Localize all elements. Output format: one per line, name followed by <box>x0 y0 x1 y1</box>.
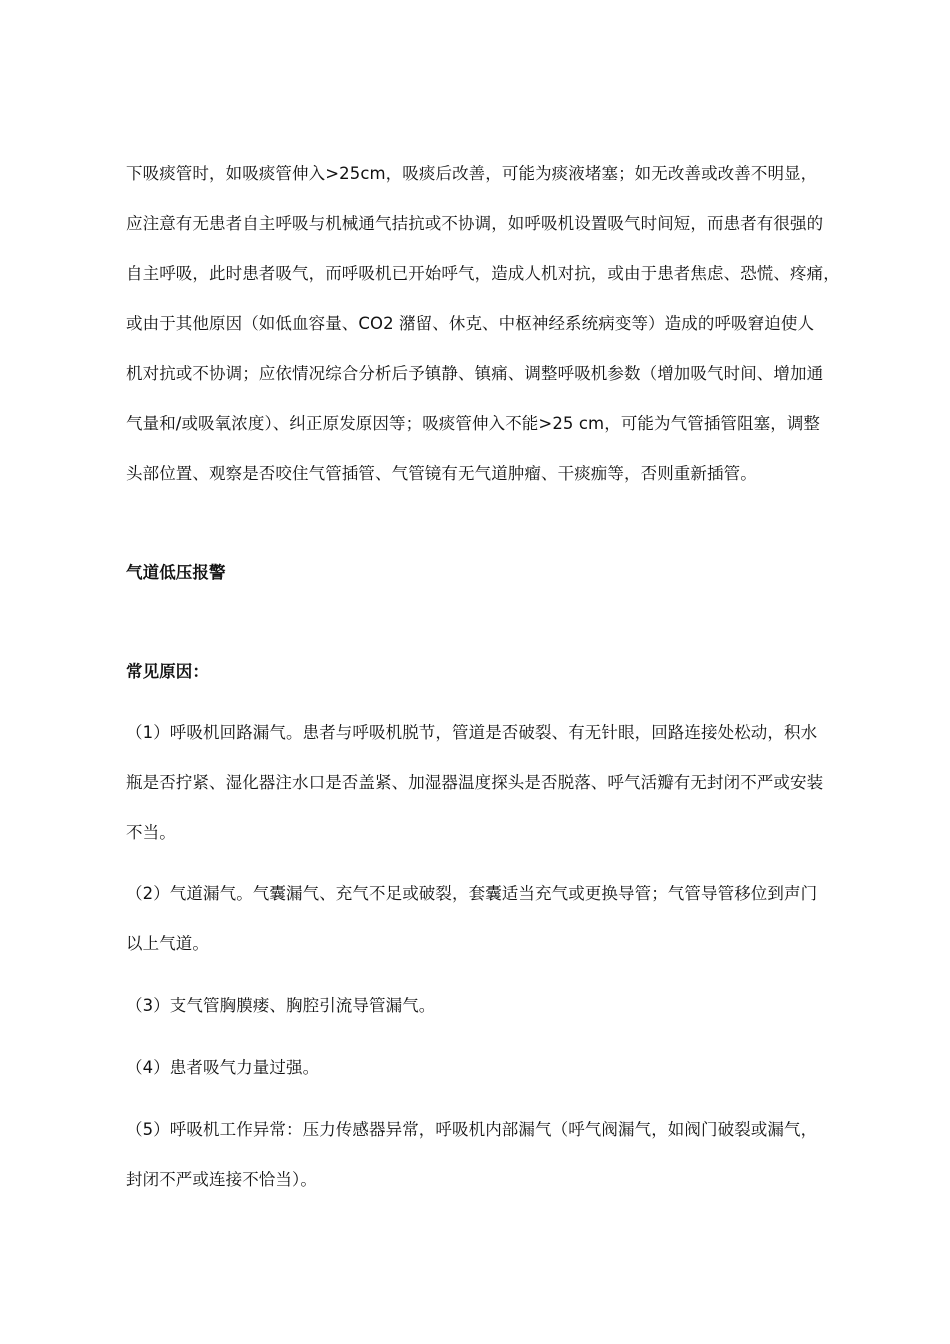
paragraph-line: 或由于其他原因（如低血容量、CO2 潴留、休克、中枢神经系统病变等）造成的呼吸窘迫使人 <box>126 314 815 333</box>
causes-label: 常见原因： <box>126 662 209 681</box>
paragraph-line: 自主呼吸，此时患者吸气，而呼吸机已开始呼气，造成人机对抗，或由于患者焦虑、恐慌、疼痛， <box>126 264 840 283</box>
cause-1-line: 瓶是否拧紧、湿化器注水口是否盖紧、加湿器温度探头是否脱落、呼气活瓣有无封闭不严或安装 <box>126 773 824 792</box>
section-title: 气道低压报警 <box>126 563 226 582</box>
cause-5-line: 封闭不严或连接不恰当）。 <box>126 1170 317 1189</box>
paragraph-line: 机对抗或不协调；应依情况综合分析后予镇静、镇痛、调整呼吸机参数（增加吸气时间、增加通 <box>126 364 824 383</box>
cause-4: （4）患者吸气力量过强。 <box>126 1058 320 1077</box>
paragraph-line: 头部位置、观察是否咬住气管插管、气管镜有无气道肿瘤、干痰痂等，否则重新插管。 <box>126 464 757 483</box>
cause-1-line: （1）呼吸机回路漏气。患者与呼吸机脱节，管道是否破裂、有无针眼，回路连接处松动，积水 <box>126 723 818 742</box>
paragraph-line: 下吸痰管时，如吸痰管伸入>25cm，吸痰后改善，可能为痰液堵塞；如无改善或改善不明显， <box>126 164 818 183</box>
cause-1-line: 不当。 <box>126 823 176 842</box>
cause-5-line: （5）呼吸机工作异常：压力传感器异常，呼吸机内部漏气（呼气阀漏气，如阀门破裂或漏气， <box>126 1120 818 1139</box>
cause-2-line: （2）气道漏气。气囊漏气、充气不足或破裂，套囊适当充气或更换导管；气管导管移位到声门 <box>126 884 818 903</box>
paragraph-line: 气量和/或吸氧浓度）、纠正原发原因等；吸痰管伸入不能>25 cm，可能为气管插管阻塞，调整 <box>126 414 821 433</box>
cause-3: （3）支气管胸膜瘘、胸腔引流导管漏气。 <box>126 996 436 1015</box>
cause-2-line: 以上气道。 <box>126 934 209 953</box>
paragraph-line: 应注意有无患者自主呼吸与机械通气拮抗或不协调，如呼吸机设置吸气时间短，而患者有很强的 <box>126 214 824 233</box>
